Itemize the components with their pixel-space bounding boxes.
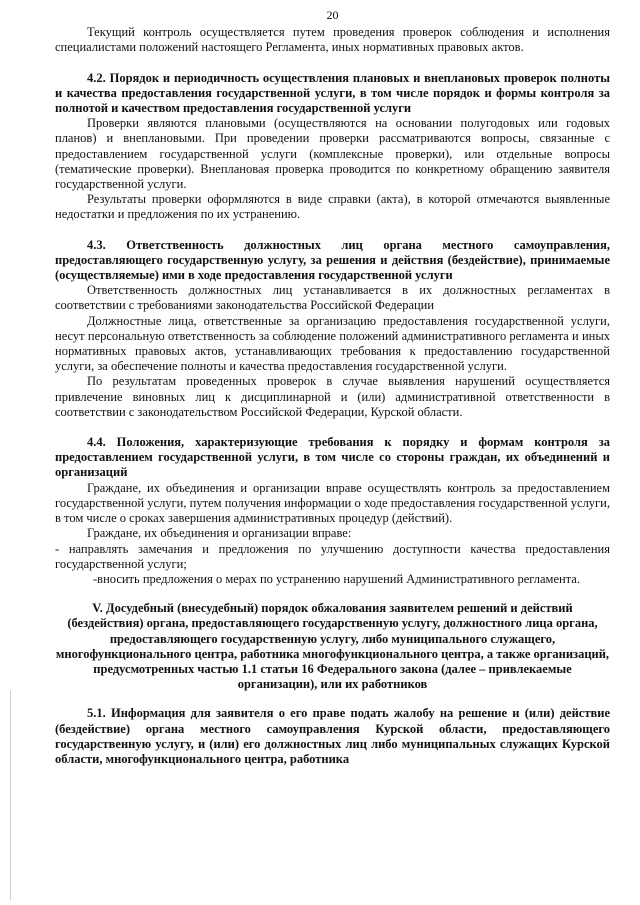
- section-4-4-heading: 4.4. Положения, характеризующие требования к порядку и формам контроля за предоставлением государственной услуги, в том числе со стороны граждан, их объединений и организаций: [55, 435, 610, 480]
- section-4-4-list-item-1: - направлять замечания и предложения по улучшению доступности качества предоставления государственной услуги;: [55, 541, 610, 571]
- section-4-2-heading: 4.2. Порядок и периодичность осуществления плановых и внеплановых проверок полноты и качества предоставления государственной услуги, в том числе порядок и формы контроля за полнотой и качеством предоставления государственной услуги: [55, 70, 610, 116]
- section-4-4-paragraph-1: Граждане, их объединения и организации вправе осуществлять контроль за предоставлением государственной услуги, путем получения информации о ходе предоставления государственной услуги, в том числе о сроках завершения административных процедур (действий).: [55, 480, 610, 526]
- section-4-3-paragraph-3: По результатам проведенных проверок в случае выявления нарушений осуществляется привлечение виновных лиц к дисциплинарной и (или) административной ответственности в соответствии с законодательством Российской Федерации, Курской области.: [55, 374, 610, 419]
- section-5-1-heading: 5.1. Информация для заявителя о его праве подать жалобу на решение и (или) действие (бездействие) органа местного самоуправления Курской области, предоставляющего государственную услугу, и (или) его должностных лиц либо муниципальных служащих Курской области, многофункционального центра, работника: [55, 706, 610, 766]
- section-4-2-paragraph-2: Результаты проверки оформляются в виде справки (акта), в которой отмечаются выявленные недостатки и предложения по их устранению.: [55, 192, 610, 222]
- intro-paragraph: Текущий контроль осуществляется путем проведения проверок соблюдения и исполнения специалистами положений настоящего Регламента, иных нормативных правовых актов.: [55, 25, 610, 55]
- section-4-3-heading: 4.3. Ответственность должностных лиц органа местного самоуправления, предоставляющего государственную услугу, за решения и действия (бездействие), принимаемые (осуществляемые) ими в ходе предоставления государственной услуги: [55, 237, 610, 283]
- section-4-4-list-item-2: -вносить предложения о мерах по устранению нарушений Административного регламента.: [93, 571, 580, 586]
- section-4-3-paragraph-2: Должностные лица, ответственные за организацию предоставления государственной услуги, несут персональную ответственность за соблюдение положений административного регламента и иных нормативных правовых актов, устанавливающих требования к предоставлению государственной услуги, за обеспечение полноты и качества предоставления государственной услуги.: [55, 313, 610, 374]
- chapter-5-heading: V. Досудебный (внесудебный) порядок обжалования заявителем решений и действий (бездействия) органа, предоставляющего государственную услугу, должностного лица органа, предоставляющего государственную услугу, либо муниципального служащего, многофункционального центра, работника многофункционального центра, а также организаций, предусмотренных частью 1.1 статьи 16 Федерального закона (далее – привлекаемые организации), или их работников: [55, 601, 610, 692]
- page-number: 20: [326, 8, 339, 22]
- section-4-4-paragraph-2: Граждане, их объединения и организации вправе:: [87, 526, 352, 541]
- section-4-3-paragraph-1: Ответственность должностных лиц устанавливается в их должностных регламентах в соответствии с требованиями законодательства Российской Федерации: [55, 283, 610, 313]
- scan-edge-line: [10, 690, 11, 900]
- section-4-2-paragraph-1: Проверки являются плановыми (осуществляются на основании полугодовых или годовых планов) и внеплановыми. При проведении проверки рассматриваются вопросы, связанные с предоставлением государственной услуги (комплексные проверки), или отдельные вопросы (тематические проверки). Внеплановая проверка проводится по конкретному обращению заявителя государственной услуги.: [55, 116, 610, 192]
